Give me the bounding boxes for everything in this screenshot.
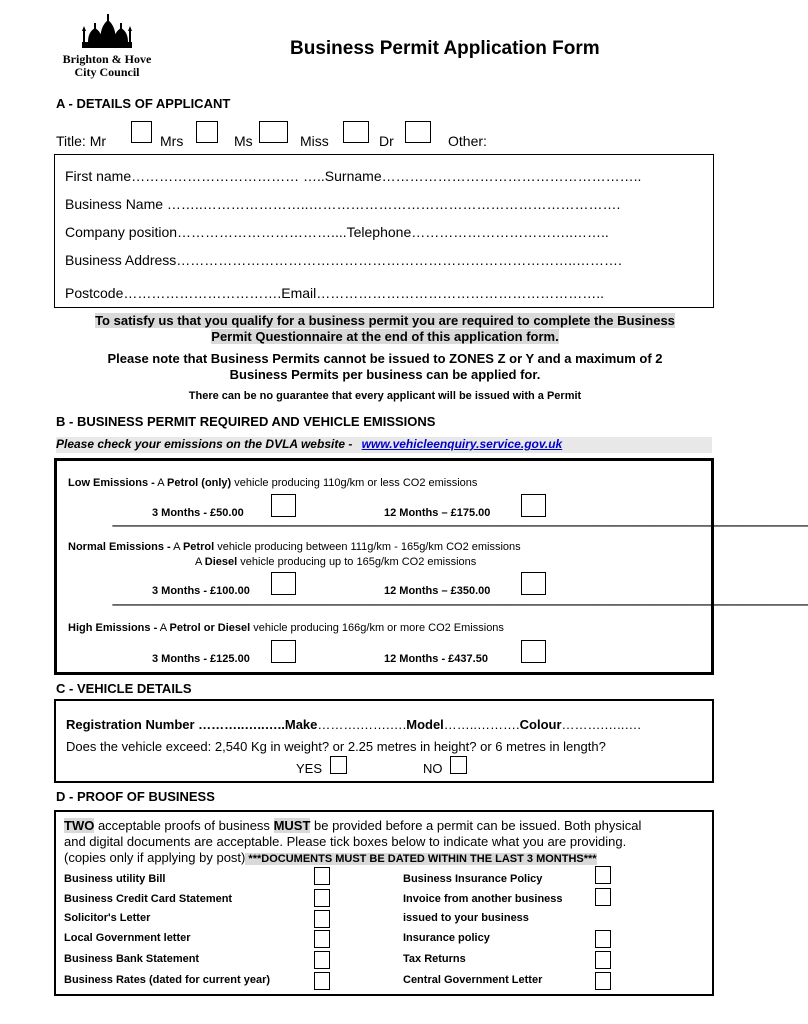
normal-desc-text: vehicle producing between 111g/km - 165g/km CO2 emissions — [214, 541, 521, 553]
guarantee-note: There can be no guarantee that every applicant will be issued with a Permit — [188, 390, 582, 402]
proof-right-4: Tax Returns — [403, 953, 466, 965]
proof-right-0: Business Insurance Policy — [403, 873, 543, 885]
proof-right-5: Central Government Letter — [403, 974, 543, 986]
normal-12-month-checkbox[interactable] — [521, 572, 546, 595]
high-emissions-desc — [68, 622, 504, 634]
normal-fuel-2: Diesel — [204, 556, 238, 568]
section-a-heading: A - DETAILS OF APPLICANT — [56, 96, 231, 111]
logo-line-1: Brighton & Hove — [62, 52, 152, 66]
zones-note-line-2: Business Permits per business can be applied for. — [229, 367, 541, 382]
title-ms-checkbox[interactable] — [259, 121, 288, 143]
proof-left-2-checkbox[interactable] — [314, 910, 330, 928]
proof-left-5-checkbox[interactable] — [314, 972, 330, 990]
intro-two: TWO — [64, 818, 95, 833]
normal-emissions-desc — [68, 541, 521, 553]
proof-right-3: Insurance policy — [403, 932, 490, 944]
vehicle-details-box — [54, 699, 714, 783]
questionnaire-note-line-1: To satisfy us that you qualify for a business permit you are required to complete the Business — [95, 313, 675, 328]
high-emissions-label: High Emissions - — [68, 622, 158, 634]
exceed-question: Does the vehicle exceed: 2,540 Kg in weight? or 2.25 metres in height? or 6 metres in length? — [66, 739, 606, 754]
proof-left-3-checkbox[interactable] — [314, 930, 330, 948]
logo-line-2: City Council — [74, 65, 140, 79]
title-dr-checkbox[interactable] — [405, 121, 431, 143]
section-b-heading: B - BUSINESS PERMIT REQUIRED AND VEHICLE EMISSIONS — [56, 414, 436, 429]
proof-left-1-checkbox[interactable] — [314, 889, 330, 907]
normal-3-month-checkbox[interactable] — [271, 572, 296, 595]
questionnaire-note-line-2: Permit Questionnaire at the end of this application form. — [211, 329, 559, 344]
intro-stars: ***DOCUMENTS MUST BE DATED WITHIN THE LAST 3 MONTHS*** — [245, 853, 597, 865]
proof-of-business-box — [54, 810, 714, 996]
emissions-box — [54, 458, 808, 675]
proof-left-1: Business Credit Card Statement — [64, 893, 233, 905]
intro-3: (copies only if applying by post) — [64, 850, 246, 865]
intro-must: MUST — [273, 818, 311, 833]
dvla-text: Please check your emissions on the DVLA website - — [56, 437, 353, 451]
divider-2: –––––––––––––––––––––––––––––––––––––––––––––––––––––––––––––––––––––––––––––––––––––––––––––––––––––––––––––––––––––––––––––––––––––––– — [112, 599, 808, 611]
business-name-field[interactable]: Business Name ……..…………………..…………………………………………………………. — [65, 196, 621, 212]
proof-left-5: Business Rates (dated for current year) — [64, 974, 271, 986]
high-desc-text: vehicle producing 166g/km or more CO2 Emissions — [250, 622, 504, 634]
proof-left-0-checkbox[interactable] — [314, 867, 330, 885]
low-desc-text: vehicle producing 110g/km or less CO2 emissions — [231, 477, 478, 489]
title-miss-label: Miss — [300, 133, 329, 149]
no-label: NO — [423, 761, 443, 776]
proof-intro — [64, 818, 708, 867]
proof-right-5-checkbox[interactable] — [595, 972, 611, 990]
title-mr-label: Title: Mr — [56, 133, 107, 149]
yes-label: YES — [296, 761, 323, 776]
title-ms-label: Ms — [234, 133, 253, 149]
section-c-heading: C - VEHICLE DETAILS — [56, 681, 192, 696]
high-12-month-checkbox[interactable] — [521, 640, 546, 663]
postcode-email-field[interactable]: Postcode…………………………….Email…………………………………………………….. — [65, 285, 605, 301]
normal-emissions-label: Normal Emissions - — [68, 541, 171, 553]
intro-2: and digital documents are acceptable. Please tick boxes below to indicate what you are providing. — [64, 834, 627, 849]
pavilion-icon — [52, 14, 162, 52]
applicant-details-box — [54, 154, 714, 308]
first-name-field[interactable]: First name……………………………… …..Surname……………………………………………….. — [65, 168, 642, 184]
high-12-month-label: 12 Months - £437.50 — [384, 653, 488, 665]
proof-left-0: Business utility Bill — [64, 873, 166, 885]
title-miss-checkbox[interactable] — [343, 121, 369, 143]
page-title: Business Permit Application Form — [290, 38, 600, 59]
zones-note-line-1: Please note that Business Permits cannot be issued to ZONES Z or Y and a maximum of 2 — [107, 351, 663, 366]
low-3-month-label: 3 Months - £50.00 — [152, 507, 244, 519]
low-3-month-checkbox[interactable] — [271, 494, 296, 517]
model-label: Model — [406, 717, 444, 732]
high-a: A — [157, 622, 170, 634]
proof-right-4-checkbox[interactable] — [595, 951, 611, 969]
registration-field[interactable]: Registration Number ………..…..….. — [66, 717, 285, 732]
model-field[interactable]: ……..………. — [443, 717, 520, 732]
intro-1b: be provided before a permit can be issued. Both physical — [310, 818, 642, 833]
proof-right-1-checkbox[interactable] — [595, 888, 611, 906]
normal-diesel-desc — [195, 556, 476, 568]
make-label: Make — [284, 717, 318, 732]
high-3-month-checkbox[interactable] — [271, 640, 296, 663]
proof-right-3-checkbox[interactable] — [595, 930, 611, 948]
vehicle-details-row — [66, 717, 641, 732]
title-other-label: Other: — [448, 133, 487, 149]
low-emissions-label: Low Emissions - — [68, 477, 155, 489]
low-fuel: Petrol (only) — [167, 477, 232, 489]
low-12-month-checkbox[interactable] — [521, 494, 546, 517]
proof-left-4: Business Bank Statement — [64, 953, 200, 965]
normal-12-month-label: 12 Months – £350.00 — [384, 585, 491, 597]
normal-fuel: Petrol — [182, 541, 215, 553]
proof-left-3: Local Government letter — [64, 932, 191, 944]
questionnaire-note — [56, 313, 714, 345]
title-dr-label: Dr — [379, 133, 394, 149]
intro-1a: acceptable proofs of business — [94, 818, 274, 833]
normal-3-month-label: 3 Months - £100.00 — [152, 585, 250, 597]
proof-right-2: issued to your business — [403, 912, 529, 924]
make-field[interactable]: ……….…….…. — [317, 717, 407, 732]
normal-a2: A — [195, 556, 205, 568]
low-a: A — [154, 477, 168, 489]
zones-note — [56, 351, 714, 383]
proof-left-2: Solicitor's Letter — [64, 912, 151, 924]
section-d-heading: D - PROOF OF BUSINESS — [56, 789, 215, 804]
council-logo — [52, 14, 162, 80]
yes-checkbox[interactable] — [330, 756, 347, 774]
high-fuel: Petrol or Diesel — [169, 622, 251, 634]
company-position-field[interactable]: Company position……………………………....Telephone……………………………..…….. — [65, 224, 609, 240]
title-mrs-label: Mrs — [160, 133, 184, 149]
normal-desc-text-2: vehicle producing up to 165g/km CO2 emissions — [237, 556, 477, 568]
title-mrs-checkbox[interactable] — [196, 121, 218, 143]
title-mr-checkbox[interactable] — [131, 121, 152, 143]
no-checkbox[interactable] — [450, 756, 467, 774]
business-address-field[interactable]: Business Address…………………………………………………………………………..………. — [65, 252, 622, 268]
colour-label: Colour — [519, 717, 562, 732]
divider-1: –––––––––––––––––––––––––––––––––––––––––––––––––––––––––––––––––––––––––––––––––––––––––––––––––––––––––––––––––––––––––––––––––––––––– — [112, 520, 808, 532]
low-12-month-label: 12 Months – £175.00 — [384, 507, 491, 519]
low-emissions-desc — [68, 477, 477, 489]
proof-right-1: Invoice from another business — [403, 893, 563, 905]
dvla-line — [56, 437, 712, 453]
proof-right-0-checkbox[interactable] — [595, 866, 611, 884]
dvla-link[interactable]: www.vehicleenquiry.service.gov.uk — [361, 437, 563, 451]
proof-left-4-checkbox[interactable] — [314, 951, 330, 969]
colour-field[interactable]: ……….…..…. — [561, 717, 641, 732]
high-3-month-label: 3 Months - £125.00 — [152, 653, 250, 665]
normal-a: A — [170, 541, 183, 553]
